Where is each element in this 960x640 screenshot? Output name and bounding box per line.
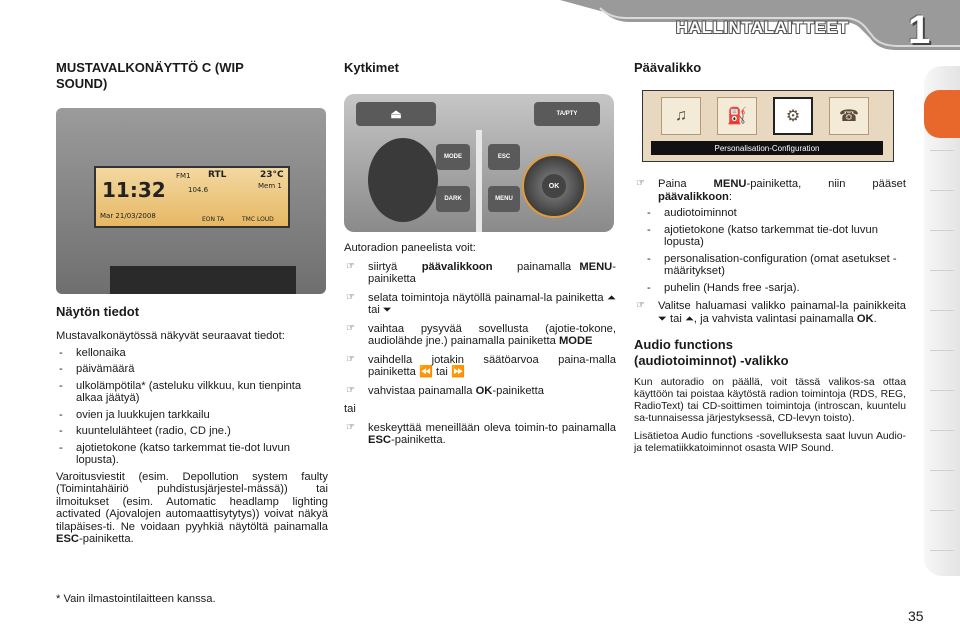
bullet-icon: ☞ [346, 322, 355, 334]
lcd-memory: Mem 1 [258, 182, 282, 190]
section-heading-audio: Audio functions (audiotoiminnot) -valikko [634, 337, 789, 368]
list-item: ☞ siirtyä päävalikkoon painamalla MENU-painiketta [346, 260, 616, 285]
dark-button: DARK [436, 186, 470, 212]
list-item: - kuuntelulähteet (radio, CD jne.) [56, 425, 328, 438]
main-menu-list [634, 178, 906, 203]
controls-list-2 [344, 422, 616, 447]
audio-section [634, 377, 906, 455]
bullet-icon: ☞ [346, 421, 355, 433]
audio-paragraph-more: Lisätietoa Audio functions -sovelluksesta saat luvun Audio- ja telematiikkatoiminnot osasta WIP Sound. [634, 431, 906, 454]
telephone-icon: ☎ [829, 97, 869, 135]
list-item: ☞ vahvistaa painamalla OK-painiketta [346, 384, 544, 397]
ok-button: OK [542, 174, 566, 198]
list-item: - kellonaika [56, 347, 328, 360]
list-item: ☞ vaihdella jotakin säätöarvoa paina-malla painiketta ⏪ tai ⏩ [346, 353, 616, 378]
footnote: * Vain ilmastointilaitteen kanssa. [56, 593, 216, 605]
list-item: - audiotoiminnot [644, 207, 906, 220]
warning-text: Varoitusviestit (esim. Depollution system faulty (Toimintahäiriö puhdistusjärjestel-mässä)) tai ilmoitukset (esim. Automatic headlamp lighting activated (Ajovalojen automaattisytytys)) voivat näkyä tilapäises-ti. Ne voidaan pyyhkiä näytöltä painamalla [56, 470, 328, 533]
lcd-screen [94, 166, 290, 228]
lcd-band: FM1 [176, 172, 191, 180]
tab-divider [930, 430, 954, 431]
active-chapter-tab[interactable] [924, 90, 960, 138]
chapter-title: HALLINTALAITTEET [676, 18, 849, 37]
section-heading-main-menu: Päävalikko [634, 60, 702, 75]
list-item: - ajotietokone (katso tarkemmat tie-dot luvun lopusta) [644, 224, 906, 249]
lcd-temperature: 23°C [260, 170, 284, 180]
main-menu-screenshot [642, 90, 894, 162]
chapter-number: 1 [908, 8, 931, 52]
controls-list [344, 261, 616, 398]
esc-button: ESC [488, 144, 520, 170]
warning-suffix: -painiketta. [79, 533, 134, 545]
eject-icon: ⏏ [356, 102, 436, 126]
subheading-display-info: Näytön tiedot [56, 304, 140, 319]
lcd-frequency: 104.6 [188, 186, 209, 194]
lcd-eon: EON TA [202, 216, 225, 223]
bullet-icon: ☞ [636, 300, 645, 311]
list-item: ☞ Paina MENU-painiketta, niin pääset päävalikkoon: [636, 178, 907, 203]
audio-icon: ♫ [661, 97, 701, 135]
page-number: 35 [908, 608, 924, 624]
controls-intro: Autoradion paneelista voit: [344, 242, 476, 254]
tab-divider [930, 390, 954, 391]
or-text: tai [344, 403, 356, 415]
audio-paragraph: Kun autoradio on päällä, voit tässä valikos-sa ottaa käyttöön tai poistaa käytöstä radion toimintoja (RDS, REG, RadioText) tai CD-soittimen toimintoja (introscan, kuuntelu sa-tunnaisessa järjestyksessä, CD-levyn toisto). [634, 377, 906, 424]
mode-button: MODE [436, 144, 470, 170]
list-item: ☞ keskeyttää meneillään oleva toimin-to painamalla ESC-painiketta. [346, 421, 616, 446]
tab-divider [930, 350, 954, 351]
tab-divider [930, 190, 954, 191]
bullet-icon: ☞ [346, 384, 355, 396]
bullet-icon: ☞ [346, 353, 355, 365]
section-heading-controls: Kytkimet [344, 60, 399, 75]
tab-divider [930, 270, 954, 271]
display-intro: Mustavalkonäytössä näkyvät seuraavat tiedot: [56, 330, 285, 342]
main-menu-list-2 [634, 300, 906, 325]
list-item: - ovien ja luukkujen tarkkailu [56, 409, 328, 422]
list-item: - ajotietokone (katso tarkemmat tie-dot luvun lopusta). [56, 442, 328, 467]
display-base [110, 266, 296, 294]
list-item: - puhelin (Hands free -sarja). [644, 282, 906, 295]
chapter-tabs[interactable] [924, 66, 960, 576]
tab-divider [930, 510, 954, 511]
list-item: ☞ Valitse haluamasi valikko painamal-la painikkeita ⏷ tai ⏶, ja vahvista valintasi painamalla OK. [636, 300, 906, 325]
volume-knob [368, 138, 438, 222]
section-heading-display: MUSTAVALKONÄYTTÖ C (WIP SOUND) [56, 60, 244, 91]
lcd-tmc: TMC LOUD [242, 216, 274, 223]
ta-pty-button: TA/PTY [534, 102, 600, 126]
lcd-date: Mar 21/03/2008 [100, 212, 156, 220]
list-item: ☞ selata toimintoja näytöllä painamal-la painiketta ⏶ tai ⏷ [346, 291, 616, 316]
panel-divider [476, 130, 482, 232]
tab-divider [930, 150, 954, 151]
menu-items-list [644, 207, 906, 294]
tab-divider [930, 470, 954, 471]
radio-panel-photo [344, 94, 614, 232]
bullet-icon: ☞ [636, 178, 645, 189]
tab-divider [930, 230, 954, 231]
list-item: ☞ vaihtaa pysyvää sovellusta (ajotie-tokone, audiolähde jne.) painamalla painiketta MODE [346, 322, 616, 347]
menu-button: MENU [488, 186, 520, 212]
settings-icon: ⚙ [773, 97, 813, 135]
list-item: - ulkolämpötila* (asteluku vilkkuu, kun tienpinta alkaa jäätyä) [56, 380, 328, 405]
menu-selection-bar: Personalisation-Configuration [651, 141, 883, 155]
bullet-icon: ☞ [346, 260, 355, 272]
column-main-menu [634, 60, 906, 455]
column-controls [344, 60, 616, 447]
tab-divider [930, 550, 954, 551]
trip-computer-icon: ⛽ [717, 97, 757, 135]
list-item: - päivämäärä [56, 363, 328, 376]
tab-divider [930, 310, 954, 311]
lcd-station: RTL [208, 170, 227, 180]
display-items-list [56, 347, 328, 467]
warning-paragraph [56, 471, 328, 546]
warning-key: ESC [56, 533, 80, 545]
column-display [56, 60, 328, 546]
lcd-time: 11:32 [102, 178, 166, 202]
display-photo [56, 108, 326, 294]
list-item: - personalisation-configuration (omat asetukset - määritykset) [644, 253, 906, 278]
bullet-icon: ☞ [346, 291, 355, 303]
